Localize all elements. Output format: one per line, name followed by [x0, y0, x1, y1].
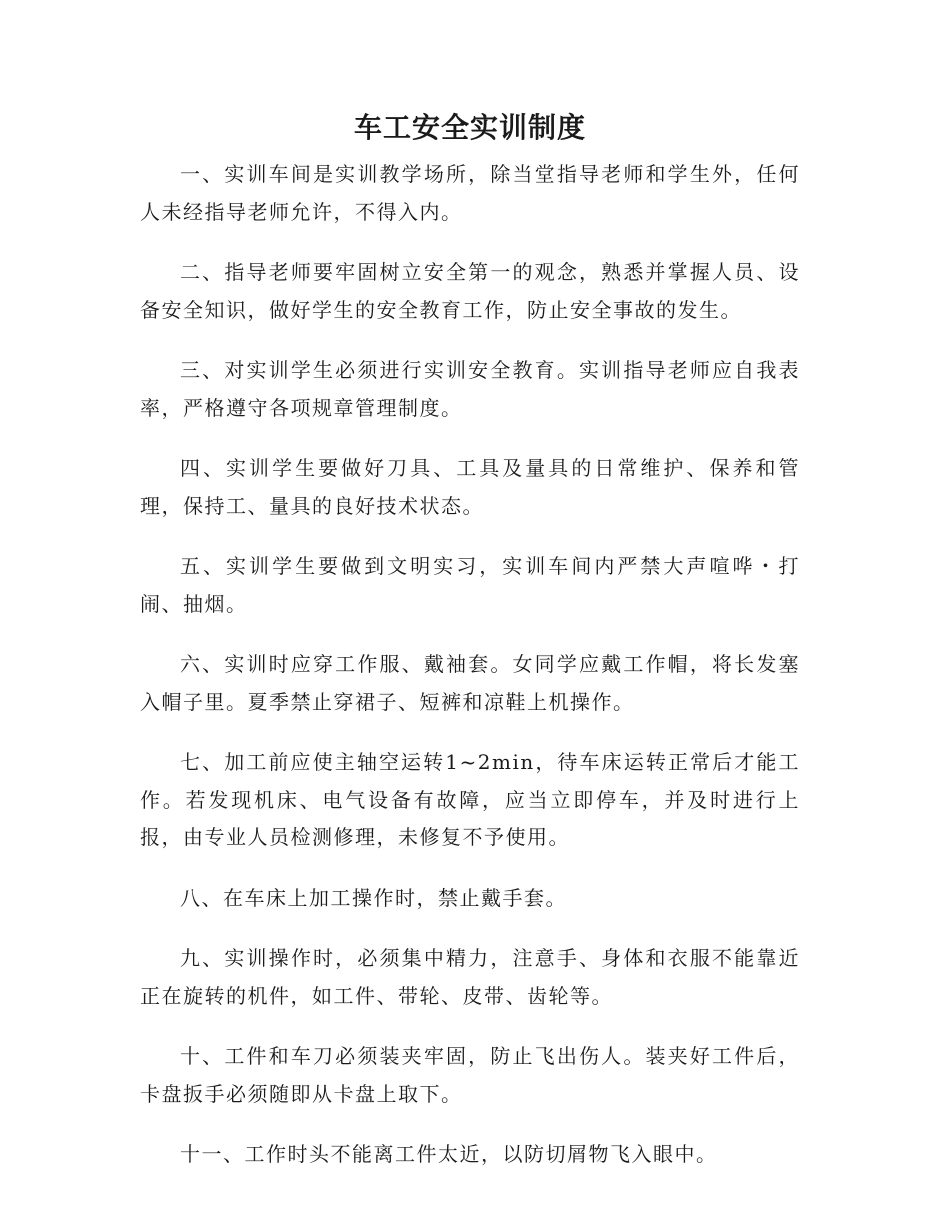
- rule-paragraph-2: 二、指导老师要牢固树立安全第一的观念，熟悉并掌握人员、设备安全知识，做好学生的安全教育工作，防止安全事故的发生。: [140, 260, 800, 322]
- rule-paragraph-4: 四、实训学生要做好刀具、工具及量具的日常维护、保养和管理，保持工、量具的良好技术状态。: [140, 456, 800, 518]
- document-title: 车工安全实训制度: [353, 111, 586, 144]
- rule-paragraph-1: 一、实训车间是实训教学场所，除当堂指导老师和学生外，任何人未经指导老师允许，不得入内。: [140, 162, 800, 224]
- rule-paragraph-11: 十一、工作时头不能离工件太近，以防切屑物飞入眼中。: [180, 1142, 718, 1166]
- rule-paragraph-10: 十、工件和车刀必须装夹牢固，防止飞出伤人。装夹好工件后，卡盘扳手必须随即从卡盘上取下。: [140, 1044, 800, 1106]
- rule-paragraph-3: 三、对实训学生必须进行实训安全教育。实训指导老师应自我表率，严格遵守各项规章管理制度。: [140, 358, 800, 420]
- rule-paragraph-5: 五、实训学生要做到文明实习，实训车间内严禁大声喧哗・打闹、抽烟。: [140, 554, 800, 616]
- rule-paragraph-6: 六、实训时应穿工作服、戴袖套。女同学应戴工作帽，将长发塞入帽子里。夏季禁止穿裙子、短裤和凉鞋上机操作。: [140, 652, 800, 714]
- document-page: [140, 108, 800, 1197]
- rule-paragraph-7: 七、加工前应使主轴空运转1~2min，待车床运转正常后才能工作。若发现机床、电气设备有故障，应当立即停车，并及时进行上报，由专业人员检测修理，未修复不予使用。: [140, 750, 800, 849]
- rule-paragraph-8: 八、在车床上加工操作时，禁止戴手套。: [180, 885, 567, 910]
- rule-paragraph-9: 九、实训操作时，必须集中精力，注意手、身体和衣服不能靠近正在旋转的机件，如工件、带轮、皮带、齿轮等。: [140, 946, 800, 1008]
